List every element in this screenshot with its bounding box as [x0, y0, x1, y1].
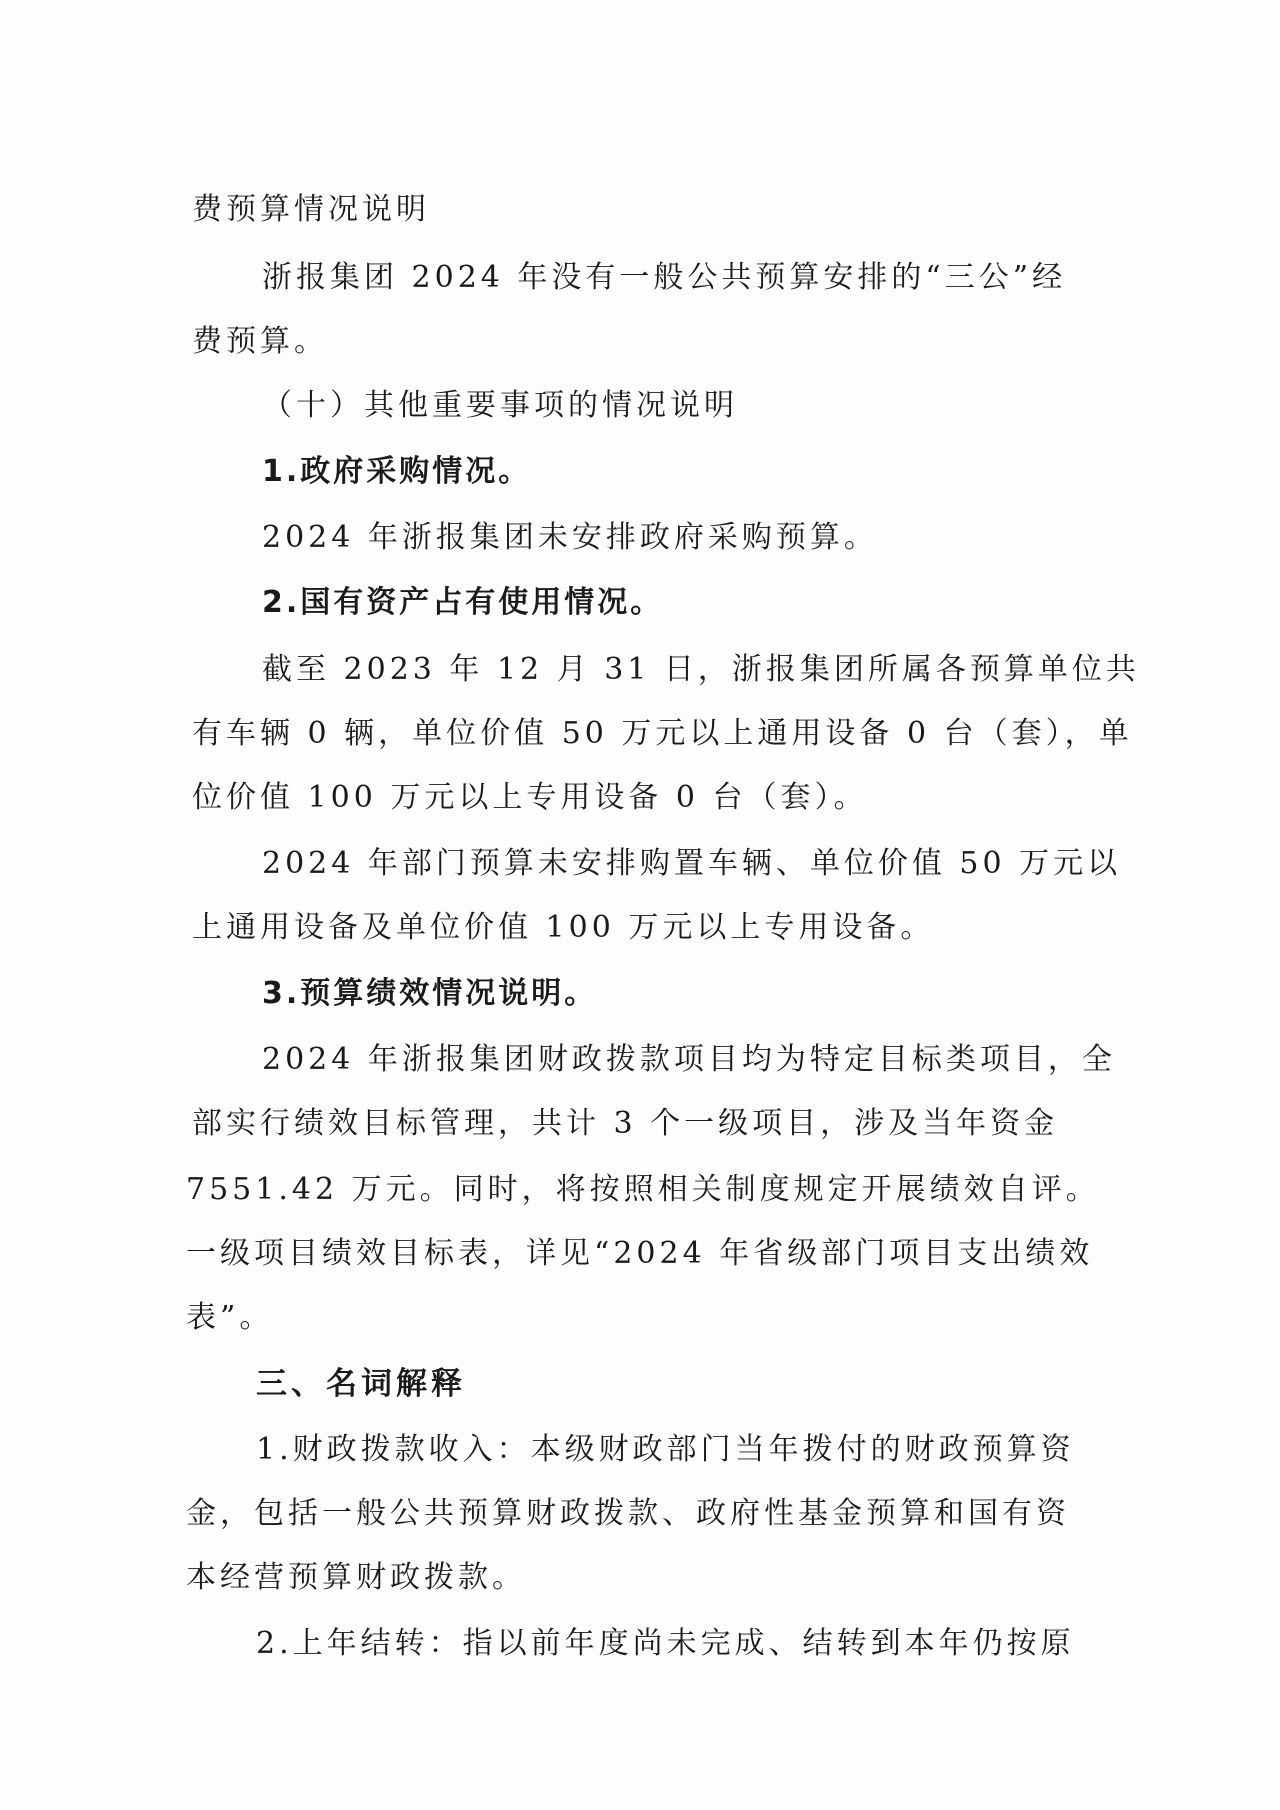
text-line: 部实行绩效目标管理，共计 3 个一级项目，涉及当年资金	[192, 1106, 1059, 1141]
item-heading: 3.预算绩效情况说明。	[262, 976, 598, 1011]
text-line: 表”。	[186, 1300, 274, 1335]
text-line: 截至 2023 年 12 月 31 日，浙报集团所属各预算单位共	[262, 652, 1140, 687]
text-line: 位价值 100 万元以上专用设备 0 台（套）。	[192, 780, 868, 815]
text-line: 费预算。	[192, 324, 328, 359]
text-line: 7551.42 万元。同时，将按照相关制度规定开展绩效自评。	[186, 1172, 1100, 1207]
item-heading: 2.国有资产占有使用情况。	[262, 585, 664, 620]
text-line: 2024 年浙报集团财政拨款项目均为特定目标类项目，全	[262, 1042, 1116, 1077]
text-line: 2024 年部门预算未安排购置车辆、单位价值 50 万元以	[262, 846, 1122, 881]
item-heading: 1.政府采购情况。	[262, 454, 532, 489]
text-line: 2024 年浙报集团未安排政府采购预算。	[262, 520, 878, 555]
text-line: 费预算情况说明	[192, 192, 430, 227]
text-line: 1.财政拨款收入：本级财政部门当年拨付的财政预算资	[256, 1432, 1075, 1467]
text-line: 浙报集团 2024 年没有一般公共预算安排的“三公”经	[262, 260, 1067, 295]
text-line: 一级项目绩效目标表，详见“2024 年省级部门项目支出绩效	[186, 1236, 1094, 1271]
text-line: 金，包括一般公共预算财政拨款、政府性基金预算和国有资	[186, 1496, 1070, 1531]
text-line: 上通用设备及单位价值 100 万元以上专用设备。	[192, 910, 935, 945]
text-line: 有车辆 0 辆，单位价值 50 万元以上通用设备 0 台（套），单	[192, 716, 1133, 751]
text-line: 2.上年结转：指以前年度尚未完成、结转到本年仍按原	[256, 1626, 1075, 1661]
section-subheading: （十）其他重要事项的情况说明	[262, 388, 738, 423]
section-heading: 三、名词解释	[256, 1366, 466, 1402]
text-line: 本经营预算财政拨款。	[186, 1560, 526, 1595]
